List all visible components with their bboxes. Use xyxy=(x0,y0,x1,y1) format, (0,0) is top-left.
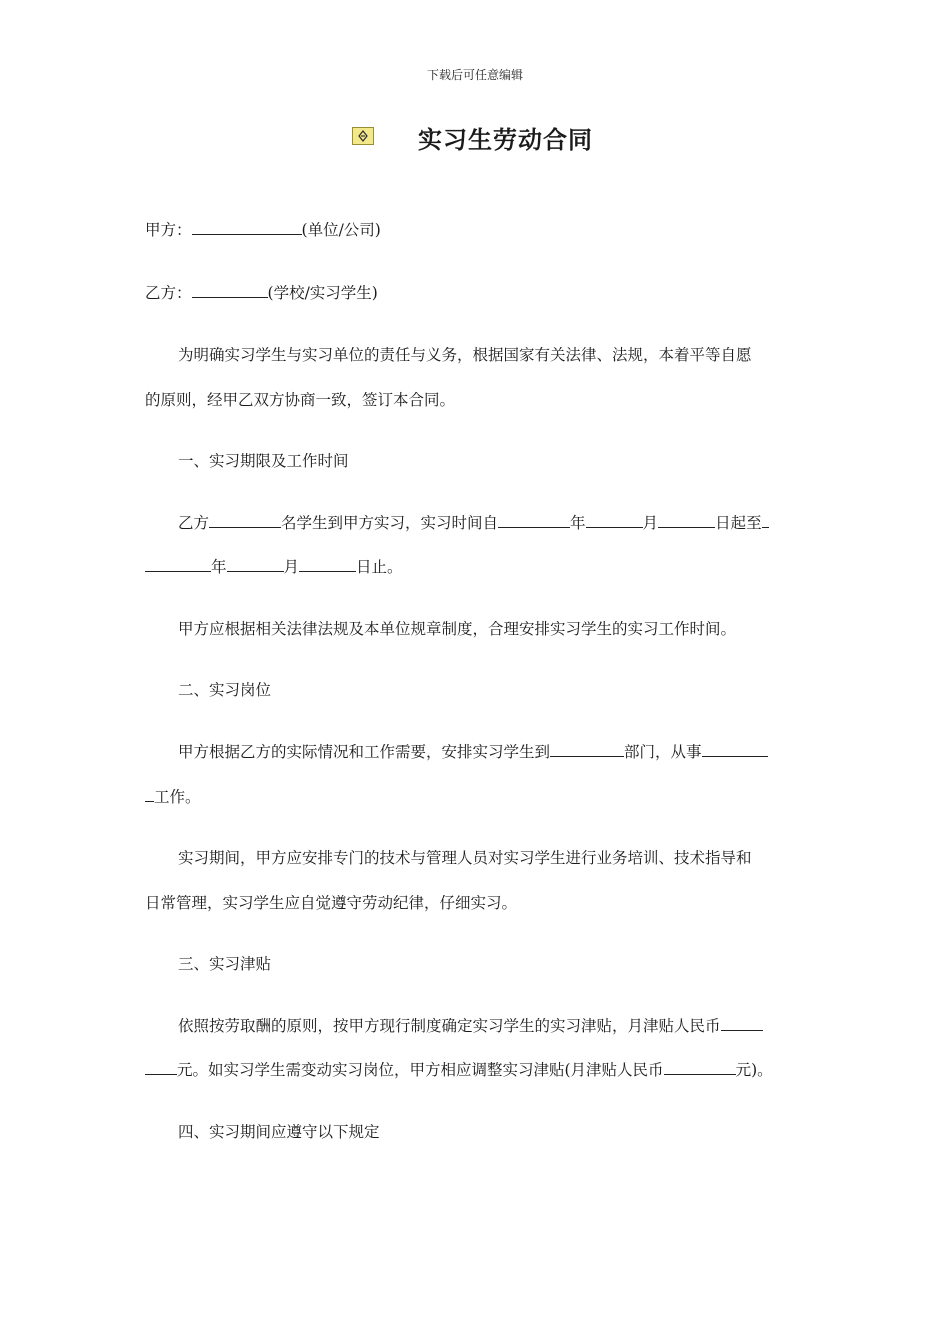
party-b-suffix: (学校/实习学生) xyxy=(267,284,378,302)
student-count-blank[interactable] xyxy=(209,511,281,528)
start-month-blank[interactable] xyxy=(586,511,643,528)
party-a-line xyxy=(145,218,817,241)
section-4-heading: 四、实习期间应遵守以下规定 xyxy=(178,1123,380,1141)
party-a-label: 甲方： xyxy=(145,221,192,239)
s1-text-f: 年 xyxy=(211,558,227,576)
section-2-heading: 二、实习岗位 xyxy=(178,681,272,699)
s1-text-d: 月 xyxy=(642,514,659,532)
section-1-p2: 甲方应根据相关法律法规及本单位规章制度，合理安排实习学生的实习工作时间。 xyxy=(178,620,737,638)
header-note: 下载后可任意编辑 xyxy=(426,68,523,82)
document-title: 实习生劳动合同 xyxy=(418,125,593,154)
s2-text-b: 部门，从事 xyxy=(624,743,702,761)
s3-text-c: 元)。 xyxy=(735,1061,773,1079)
party-b-label: 乙方： xyxy=(145,284,192,302)
job-blank[interactable] xyxy=(145,785,154,802)
s3-text-b: 元。如实习学生需变动实习岗位，甲方相应调整实习津贴(月津贴人民币 xyxy=(177,1061,664,1079)
s1-text-h: 日止。 xyxy=(356,558,403,576)
allowance-blank[interactable] xyxy=(145,1058,177,1075)
end-year-blank-start[interactable] xyxy=(762,511,769,528)
s2-text-c: 工作。 xyxy=(154,788,201,806)
department-blank[interactable] xyxy=(550,740,624,757)
s1-text-b: 名学生到甲方实习，实习时间自 xyxy=(281,514,499,532)
section-2-p2-line-2: 日常管理，实习学生应自觉遵守劳动纪律，仔细实习。 xyxy=(145,894,518,912)
party-b-blank[interactable] xyxy=(192,281,268,298)
start-year-blank[interactable] xyxy=(498,511,570,528)
end-day-blank[interactable] xyxy=(299,555,356,572)
s3-text-a: 依照按劳取酬的原则，按甲方现行制度确定实习学生的实习津贴，月津贴人民币 xyxy=(178,1017,721,1035)
party-a-suffix: (单位/公司) xyxy=(301,221,381,239)
s1-text-c: 年 xyxy=(570,514,586,532)
section-1-heading: 一、实习期限及工作时间 xyxy=(178,452,349,470)
party-a-blank[interactable] xyxy=(192,218,302,235)
section-3-p1-line-1 xyxy=(178,1014,818,1037)
section-2-p1-line-2 xyxy=(145,785,817,808)
s2-text-a: 甲方根据乙方的实际情况和工作需要，安排实习学生到 xyxy=(178,743,551,761)
s1-text-e: 日起至 xyxy=(715,514,762,532)
allowance-blank-start[interactable] xyxy=(721,1014,763,1031)
title-row xyxy=(0,118,950,158)
section-2-p2-line-1: 实习期间，甲方应安排专门的技术与管理人员对实习学生进行业务培训、技术指导和 xyxy=(178,849,752,867)
preamble-line-2: 的原则，经甲乙双方协商一致，签订本合同。 xyxy=(145,391,456,409)
end-month-blank[interactable] xyxy=(227,555,284,572)
s1-text-a: 乙方 xyxy=(178,514,210,532)
section-1-p1-line-2 xyxy=(145,555,817,578)
section-2-p1-line-1 xyxy=(178,740,818,763)
section-3-heading: 三、实习津贴 xyxy=(178,955,272,973)
end-year-blank[interactable] xyxy=(145,555,211,572)
start-day-blank[interactable] xyxy=(658,511,715,528)
section-1-p1-line-1 xyxy=(178,511,818,534)
job-blank-start[interactable] xyxy=(702,740,768,757)
s1-text-g: 月 xyxy=(283,558,300,576)
document-icon xyxy=(352,127,374,145)
preamble-line-1: 为明确实习学生与实习单位的责任与义务，根据国家有关法律、法规，本着平等自愿 xyxy=(178,346,752,364)
adjusted-allowance-blank[interactable] xyxy=(664,1058,736,1075)
section-3-p1-line-2 xyxy=(145,1058,817,1081)
party-b-line xyxy=(145,281,817,304)
